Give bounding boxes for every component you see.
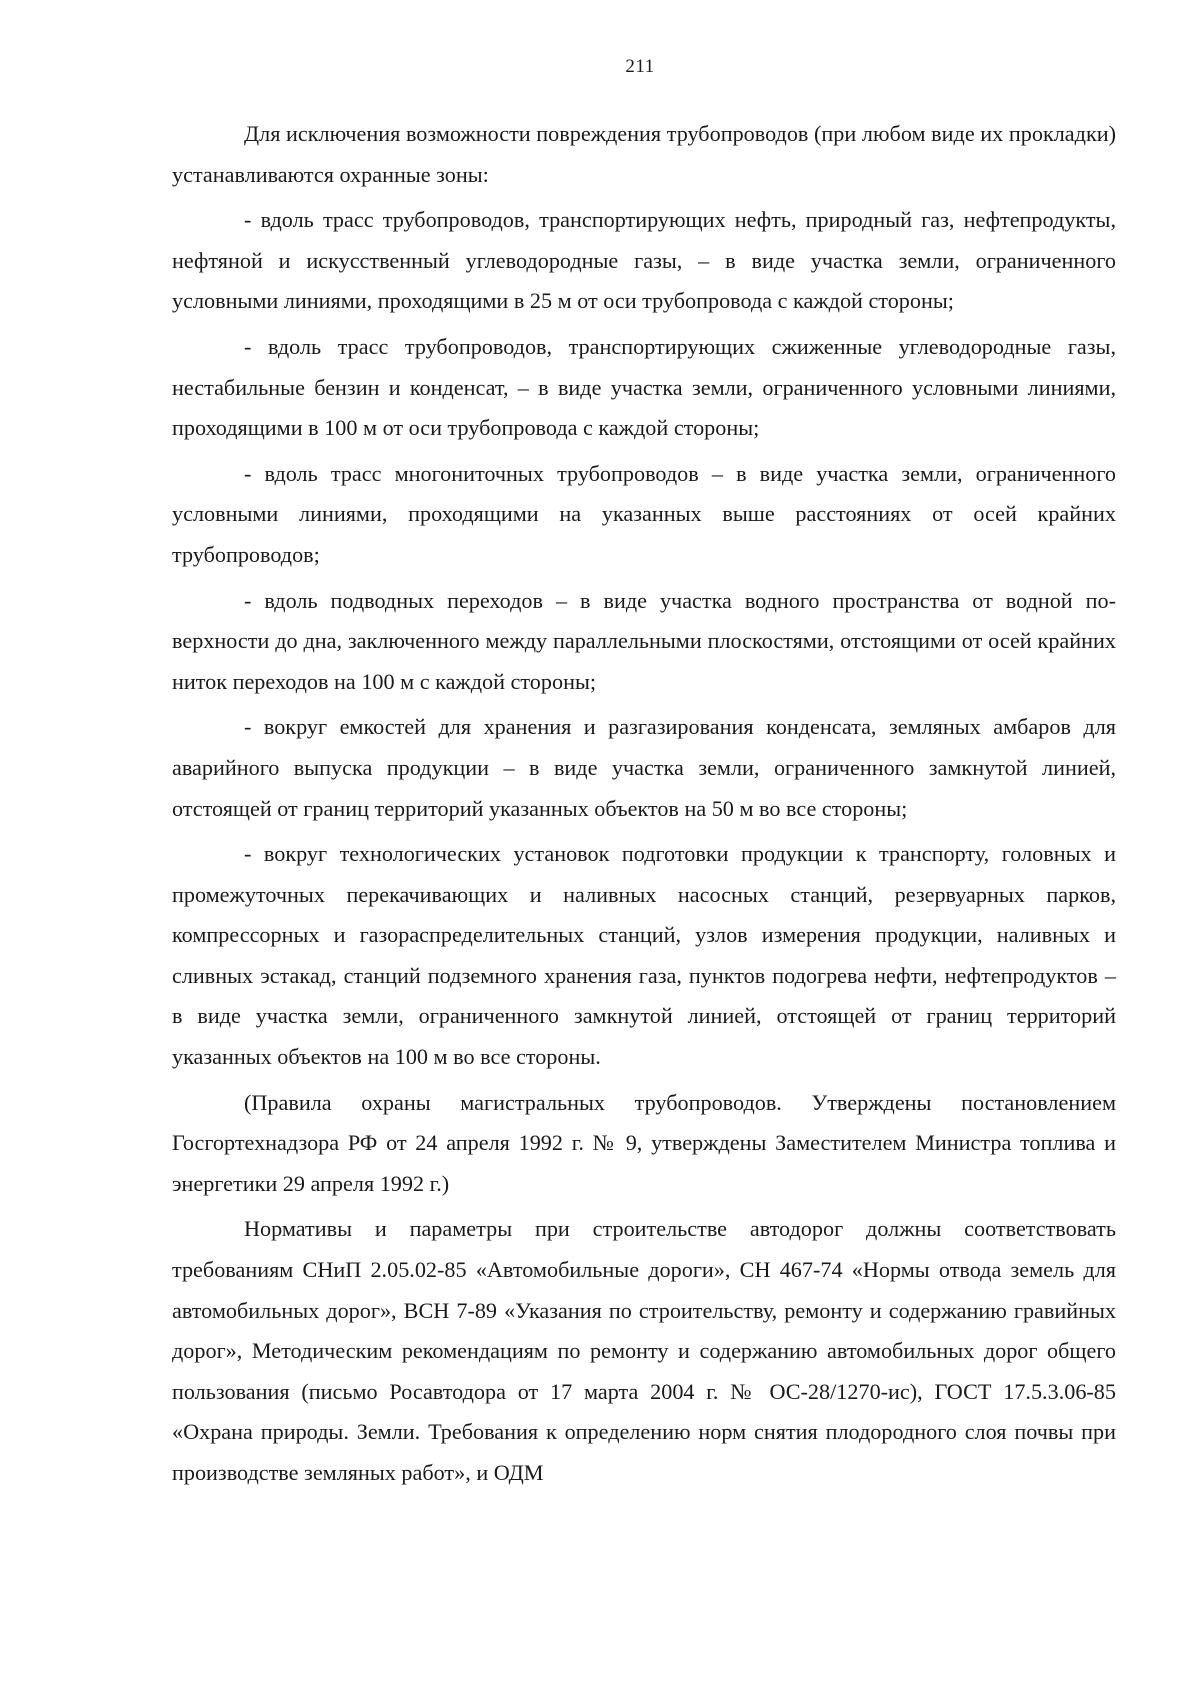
- paragraph-technological-facilities: - вокруг технологических установок подготовки продукции к транспорту, головных и промежуточных перекачивающих и наливных насосных станций, резервуарных парков, компрессорных и газораспределительных станций, узлов измерения продукции, наливных и сливных эстакад, станций подземного хранения газа, пунктов подогрева нефти, нефтепродуктов – в виде участка земли, ограниченного замкнутой линией, отстоящей от границ территорий указанных объектов на 100 м во все стороны.: [172, 841, 1116, 1070]
- paragraph-protection-zones-intro: Для исключения возможности повреждения трубопроводов (при любом виде их прокладки) устанавливаются охранные зоны:: [172, 121, 1116, 187]
- paragraph-pipeline-rules-reference: (Правила охраны магистральных трубопроводов. Утверждены постановлением Госгортехнадзора РФ от 24 апреля 1992 г. № 9, утверждены Заместителем Министра топлива и энергетики 29 апреля 1992 г.): [172, 1089, 1116, 1196]
- page-number: 211: [625, 56, 655, 77]
- paragraph-liquefied-gas-pipelines: - вдоль трасс трубопроводов, транспортирующих сжиженные углеводородные газы, нестабильные бензин и конденсат, – в виде участка земли, ограниченного условными линиями, проходящими в 100 м от оси трубопровода с каждой стороны;: [172, 333, 1116, 441]
- paragraph-underwater-crossings: - вдоль подводных переходов – в виде участка водного пространства от водной поверхности до дна, заключенного между параллельными плоскостями, отстоящими от осей крайних ниток переходов на 100 м с каждой стороны;: [172, 587, 1116, 694]
- paragraph-oil-gas-pipelines: - вдоль трасс трубопроводов, транспортирующих нефть, природный газ, нефтепродукты, нефтяной и искусственный углеводородные газы, – в виде участка земли, ограниченного условными линиями, проходящими в 25 м от оси трубопровода с каждой стороны;: [172, 207, 1116, 314]
- paragraph-road-construction-standards: Нормативы и параметры при строительстве автодорог должны соответствовать требованиям СНиП 2.05.02-85 «Автомобильные дороги», СН 467-74 «Нормы отвода земель для автомобильных дорог», ВСН 7-89 «Указания по строительству, ремонту и содержанию гравийных дорог», Методическим рекомендациям по ремонту и содержанию автомобильных дорог общего пользования (письмо Росавтодора от 17 марта 2004 г. № ОС-28/1270-ис), ГОСТ 17.5.3.06-85 «Охрана природы. Земли. Требования к определению норм снятия плодородного слоя почвы при производстве земляных работ», и ОДМ: [172, 1216, 1116, 1485]
- paragraph-condensate-tanks: - вокруг емкостей для хранения и разгазирования конденсата, земляных амбаров для аварийного выпуска продукции – в виде участка земли, ограниченного замкнутой линией, отстоящей от границ территорий указанных объектов на 50 м во все стороны;: [172, 714, 1116, 821]
- paragraph-multi-line-pipelines: - вдоль трасс многониточных трубопроводов – в виде участка земли, ограниченного условными линиями, проходящими на указанных выше расстояниях от осей крайних трубопроводов;: [172, 460, 1116, 567]
- document-body: [172, 114, 1116, 1494]
